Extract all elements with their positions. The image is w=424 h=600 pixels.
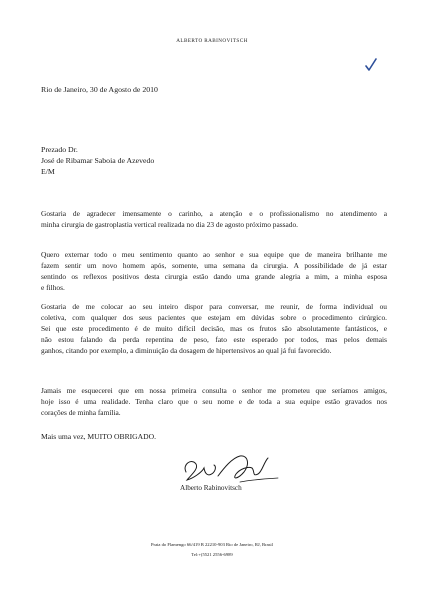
letter-date: Rio de Janeiro, 30 de Agosto de 2010	[41, 85, 158, 94]
paragraph-offer	[41, 301, 387, 356]
footer-phone: Tel:+(5521 2556-6989	[191, 552, 233, 557]
paragraph-line: corações de minha família.	[41, 408, 121, 418]
paragraph-line: Sei que este procedimento é de muito difícil decisão, mas os frutos são absolutamente fantásticos, e	[41, 324, 387, 334]
paragraph-line: Jamais me esquecerei que em nossa primeira consulta o senhor me prometeu que seríamos amigos,	[41, 386, 387, 395]
checkmark-icon	[365, 58, 377, 72]
footer-address: Praia do Flamengo 66/419 B 22210-903 Rio de Janeiro, RJ, Brasil	[151, 542, 273, 547]
paragraph-line: coletiva, com qualquer dos seus pacientes que estejam em dúvidas sobre o procedimento cirúrgico.	[41, 313, 387, 323]
paragraph-line: minha cirurgia de gastroplastia vertical realizada no dia 23 de agosto próximo passado.	[41, 220, 299, 230]
signer-name: Alberto Rabinovitsch	[180, 484, 242, 492]
paragraph-line: Quero externar todo o meu sentimento quanto ao senhor e sua equipe que de maneira brilhante me	[41, 250, 387, 259]
paragraph-thanks	[41, 208, 387, 230]
recipient-attn: E/M	[41, 167, 55, 177]
paragraph-line: Gostaria de me colocar ao seu inteiro dispor para conversar, me reunir, de forma individual ou	[41, 302, 387, 311]
paragraph-line: ganhos, citando por exemplo, a diminuição da dosagem de hipertensivos ao qual já fui favorecido.	[41, 346, 332, 356]
letterhead-name: ALBERTO RABINOVITSCH	[176, 38, 248, 44]
paragraph-line: não estou falando da perda repentina de peso, fato este esperado por todos, mas pelos demais	[41, 335, 387, 345]
paragraph-line: sentindo os reflexos positivos desta cirurgia estão dando uma grande alegria a mim, a minha esposa	[41, 272, 387, 282]
paragraph-line: hoje isso é uma realidade. Tenha claro que o seu nome e de toda a sua equipe estão gravados nos	[41, 397, 387, 407]
closing-line: Mais uma vez, MUITO OBRIGADO.	[41, 432, 157, 441]
recipient-name: José de Ribamar Saboia de Azevedo	[41, 156, 155, 166]
recipient-block	[41, 144, 154, 178]
salutation: Prezado Dr.	[41, 145, 78, 154]
handwritten-signature	[178, 450, 288, 486]
paragraph-friendship	[41, 385, 387, 418]
paragraph-line: e filhos.	[41, 283, 65, 293]
paragraph-line: fazem sentir um novo homem após, somente, uma semana da cirurgia. A possibilidade de já estar	[41, 261, 387, 271]
paragraph-feelings	[41, 249, 387, 293]
paragraph-line: Gostaria de agradecer imensamente o carinho, a atenção e o profissionalismo no atendimento a	[41, 209, 387, 218]
